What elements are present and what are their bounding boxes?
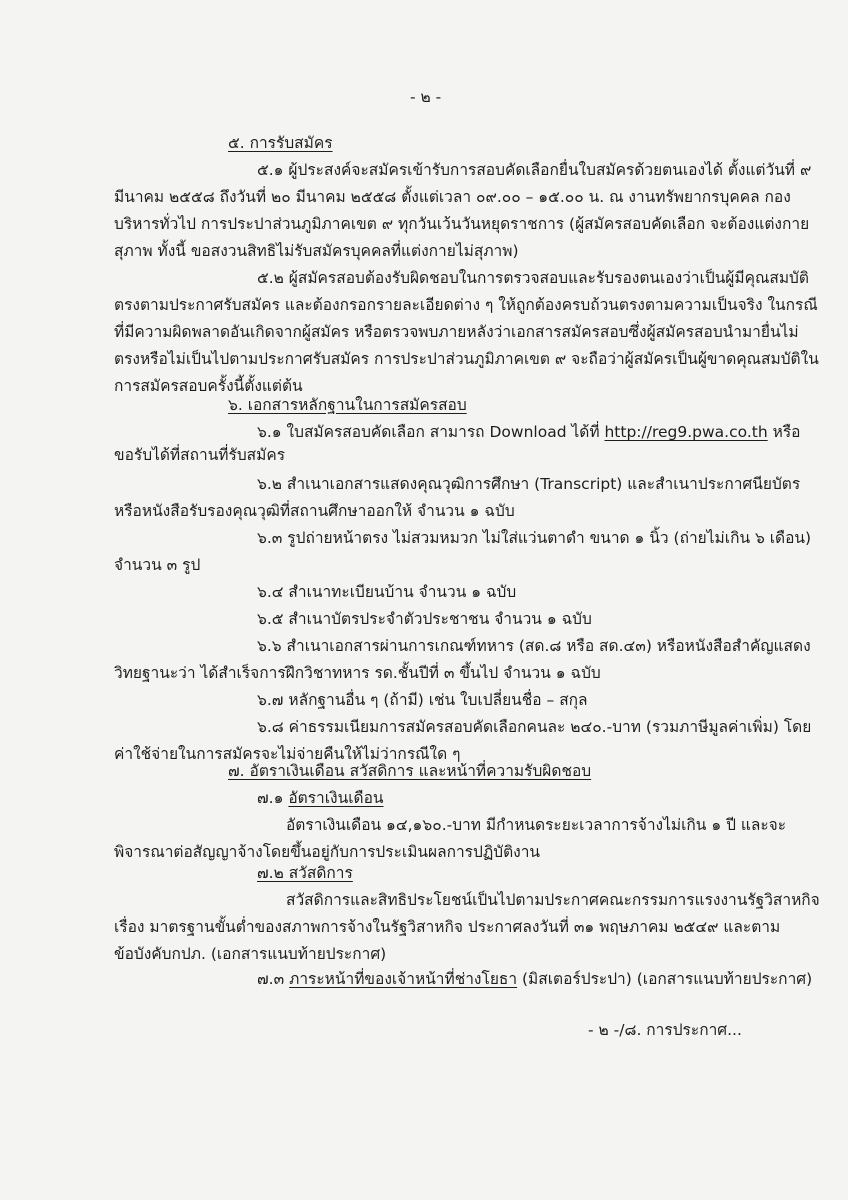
subsection-7-3-title: ภาระหน้าที่ของเจ้าหน้าที่ช่างโยธา <box>289 970 518 988</box>
item-6-8-line-1: ๖.๘ ค่าธรรมเนียมการสมัครสอบคัดเลือกคนละ ๒๔๐.-บาท (รวมภาษีมูลค่าเพิ่ม) โดย <box>257 718 812 736</box>
item-6-1-prefix: ๖.๑ ใบสมัครสอบคัดเลือก สามารถ Download ได้ที่ <box>257 423 605 441</box>
subsection-7-3-heading <box>257 968 812 990</box>
para-7-2-line-2: เรื่อง มาตรฐานขั้นต่ำของสภาพการจ้างในรัฐวิสาหกิจ ประกาศลงวันที่ ๓๑ พฤษภาคม ๒๕๔๙ และตาม <box>114 918 781 936</box>
section-7-heading: ๗. อัตราเงินเดือน สวัสดิการ และหน้าที่ความรับผิดชอบ <box>228 762 592 780</box>
section-5-heading: ๕. การรับสมัคร <box>228 134 333 152</box>
item-6-1-line-1 <box>257 421 800 443</box>
subsection-7-2-heading: ๗.๒ สวัสดิการ <box>257 864 353 882</box>
para-7-2-line-1: สวัสดิการและสิทธิประโยชน์เป็นไปตามประกาศคณะกรรมการแรงงานรัฐวิสาหกิจ <box>286 891 820 909</box>
item-6-6-line-2: วิทยฐานะว่า ได้สำเร็จการฝึกวิชาทหาร รด.ชั้นปีที่ ๓ ขึ้นไป จำนวน ๑ ฉบับ <box>114 664 601 682</box>
item-6-1-suffix: หรือ <box>767 423 801 441</box>
para-5-1-line-2: มีนาคม ๒๕๕๘ ถึงวันที่ ๒๐ มีนาคม ๒๕๕๘ ตั้งแต่เวลา ๐๙.๐๐ – ๑๕.๐๐ น. ณ งานทรัพยากรบุคคล กอง <box>114 188 791 206</box>
para-7-1-line-1: อัตราเงินเดือน ๑๔,๑๖๐.-บาท มีกำหนดระยะเวลาการจ้างไม่เกิน ๑ ปี และจะ <box>286 816 787 834</box>
item-6-3-line-2: จำนวน ๓ รูป <box>114 556 201 574</box>
item-6-1-line-2: ขอรับได้ที่สถานที่รับสมัคร <box>114 446 286 464</box>
para-5-1-line-4: สุภาพ ทั้งนี้ ขอสงวนสิทธิไม่รับสมัครบุคคลที่แต่งกายไม่สุภาพ) <box>114 242 519 260</box>
item-6-6-line-1: ๖.๖ สำเนาเอกสารผ่านการเกณฑ์ทหาร (สด.๘ หรือ สด.๔๓) หรือหนังสือสำคัญแสดง <box>257 637 811 655</box>
para-5-1-line-3: บริหารทั่วไป การประปาส่วนภูมิภาคเขต ๙ ทุกวันเว้นวันหยุดราชการ (ผู้สมัครสอบคัดเลือก จะต้องแต่งกาย <box>114 215 810 233</box>
para-5-2-line-5: การสมัครสอบครั้งนี้ตั้งแต่ต้น <box>114 377 303 395</box>
subsection-7-1-number: ๗.๑ <box>257 789 289 807</box>
subsection-7-3-number: ๗.๓ <box>257 970 290 988</box>
page-number: - ๒ - <box>410 88 442 106</box>
subsection-7-1-title: อัตราเงินเดือน <box>288 789 384 807</box>
continuation-marker: - ๒ -/๘. การประกาศ... <box>588 1021 742 1039</box>
item-6-8-line-2: ค่าใช้จ่ายในการสมัครจะไม่จ่ายคืนให้ไม่ว่ากรณีใด ๆ <box>114 745 461 763</box>
para-5-2-line-3: ที่มีความผิดพลาดอันเกิดจากผู้สมัคร หรือตรวจพบภายหลังว่าเอกสารสมัครสอบซึ่งผู้สมัครสอบนำมายื่นไม่ <box>114 323 799 341</box>
item-6-2-line-1: ๖.๒ สำเนาเอกสารแสดงคุณวุฒิการศึกษา (Transcript) และสำเนาประกาศนียบัตร <box>257 475 801 493</box>
para-5-2-line-2: ตรงตามประกาศรับสมัคร และต้องกรอกรายละเอียดต่าง ๆ ให้ถูกต้องครบถ้วนตรงตามความเป็นจริง ในกรณี <box>114 296 818 314</box>
item-6-5: ๖.๕ สำเนาบัตรประจำตัวประชาชน จำนวน ๑ ฉบับ <box>257 610 592 628</box>
subsection-7-3-rest: (มิสเตอร์ประปา) (เอกสารแนบท้ายประกาศ) <box>517 970 813 988</box>
para-5-2-line-4: ตรงหรือไม่เป็นไปตามประกาศรับสมัคร การประปาส่วนภูมิภาคเขต ๙ จะถือว่าผู้สมัครเป็นผู้ขาดคุณสมบัติใน <box>114 350 819 368</box>
item-6-4: ๖.๔ สำเนาทะเบียนบ้าน จำนวน ๑ ฉบับ <box>257 583 517 601</box>
para-5-2-line-1: ๕.๒ ผู้สมัครสอบต้องรับผิดชอบในการตรวจสอบและรับรองตนเองว่าเป็นผู้มีคุณสมบัติ <box>257 269 809 287</box>
para-5-1-line-1: ๕.๑ ผู้ประสงค์จะสมัครเข้ารับการสอบคัดเลือกยื่นใบสมัครด้วยตนเองได้ ตั้งแต่วันที่ ๙ <box>257 161 812 179</box>
section-6-heading: ๖. เอกสารหลักฐานในการสมัครสอบ <box>228 396 467 414</box>
subsection-7-1-heading <box>257 787 384 809</box>
item-6-2-line-2: หรือหนังสือรับรองคุณวุฒิที่สถานศึกษาออกให้ จำนวน ๑ ฉบับ <box>114 502 515 520</box>
para-7-2-line-3: ข้อบังคับกปภ. (เอกสารแนบท้ายประกาศ) <box>114 945 387 963</box>
item-6-3-line-1: ๖.๓ รูปถ่ายหน้าตรง ไม่สวมหมวก ไม่ใส่แว่นตาดำ ขนาด ๑ นิ้ว (ถ่ายไม่เกิน ๖ เดือน) <box>257 529 812 547</box>
item-6-7: ๖.๗ หลักฐานอื่น ๆ (ถ้ามี) เช่น ใบเปลี่ยนชื่อ – สกุล <box>257 691 588 709</box>
para-7-1-line-2: พิจารณาต่อสัญญาจ้างโดยขึ้นอยู่กับการประเมินผลการปฏิบัติงาน <box>114 843 541 861</box>
registration-website-link[interactable]: http://reg9.pwa.co.th <box>604 423 768 441</box>
